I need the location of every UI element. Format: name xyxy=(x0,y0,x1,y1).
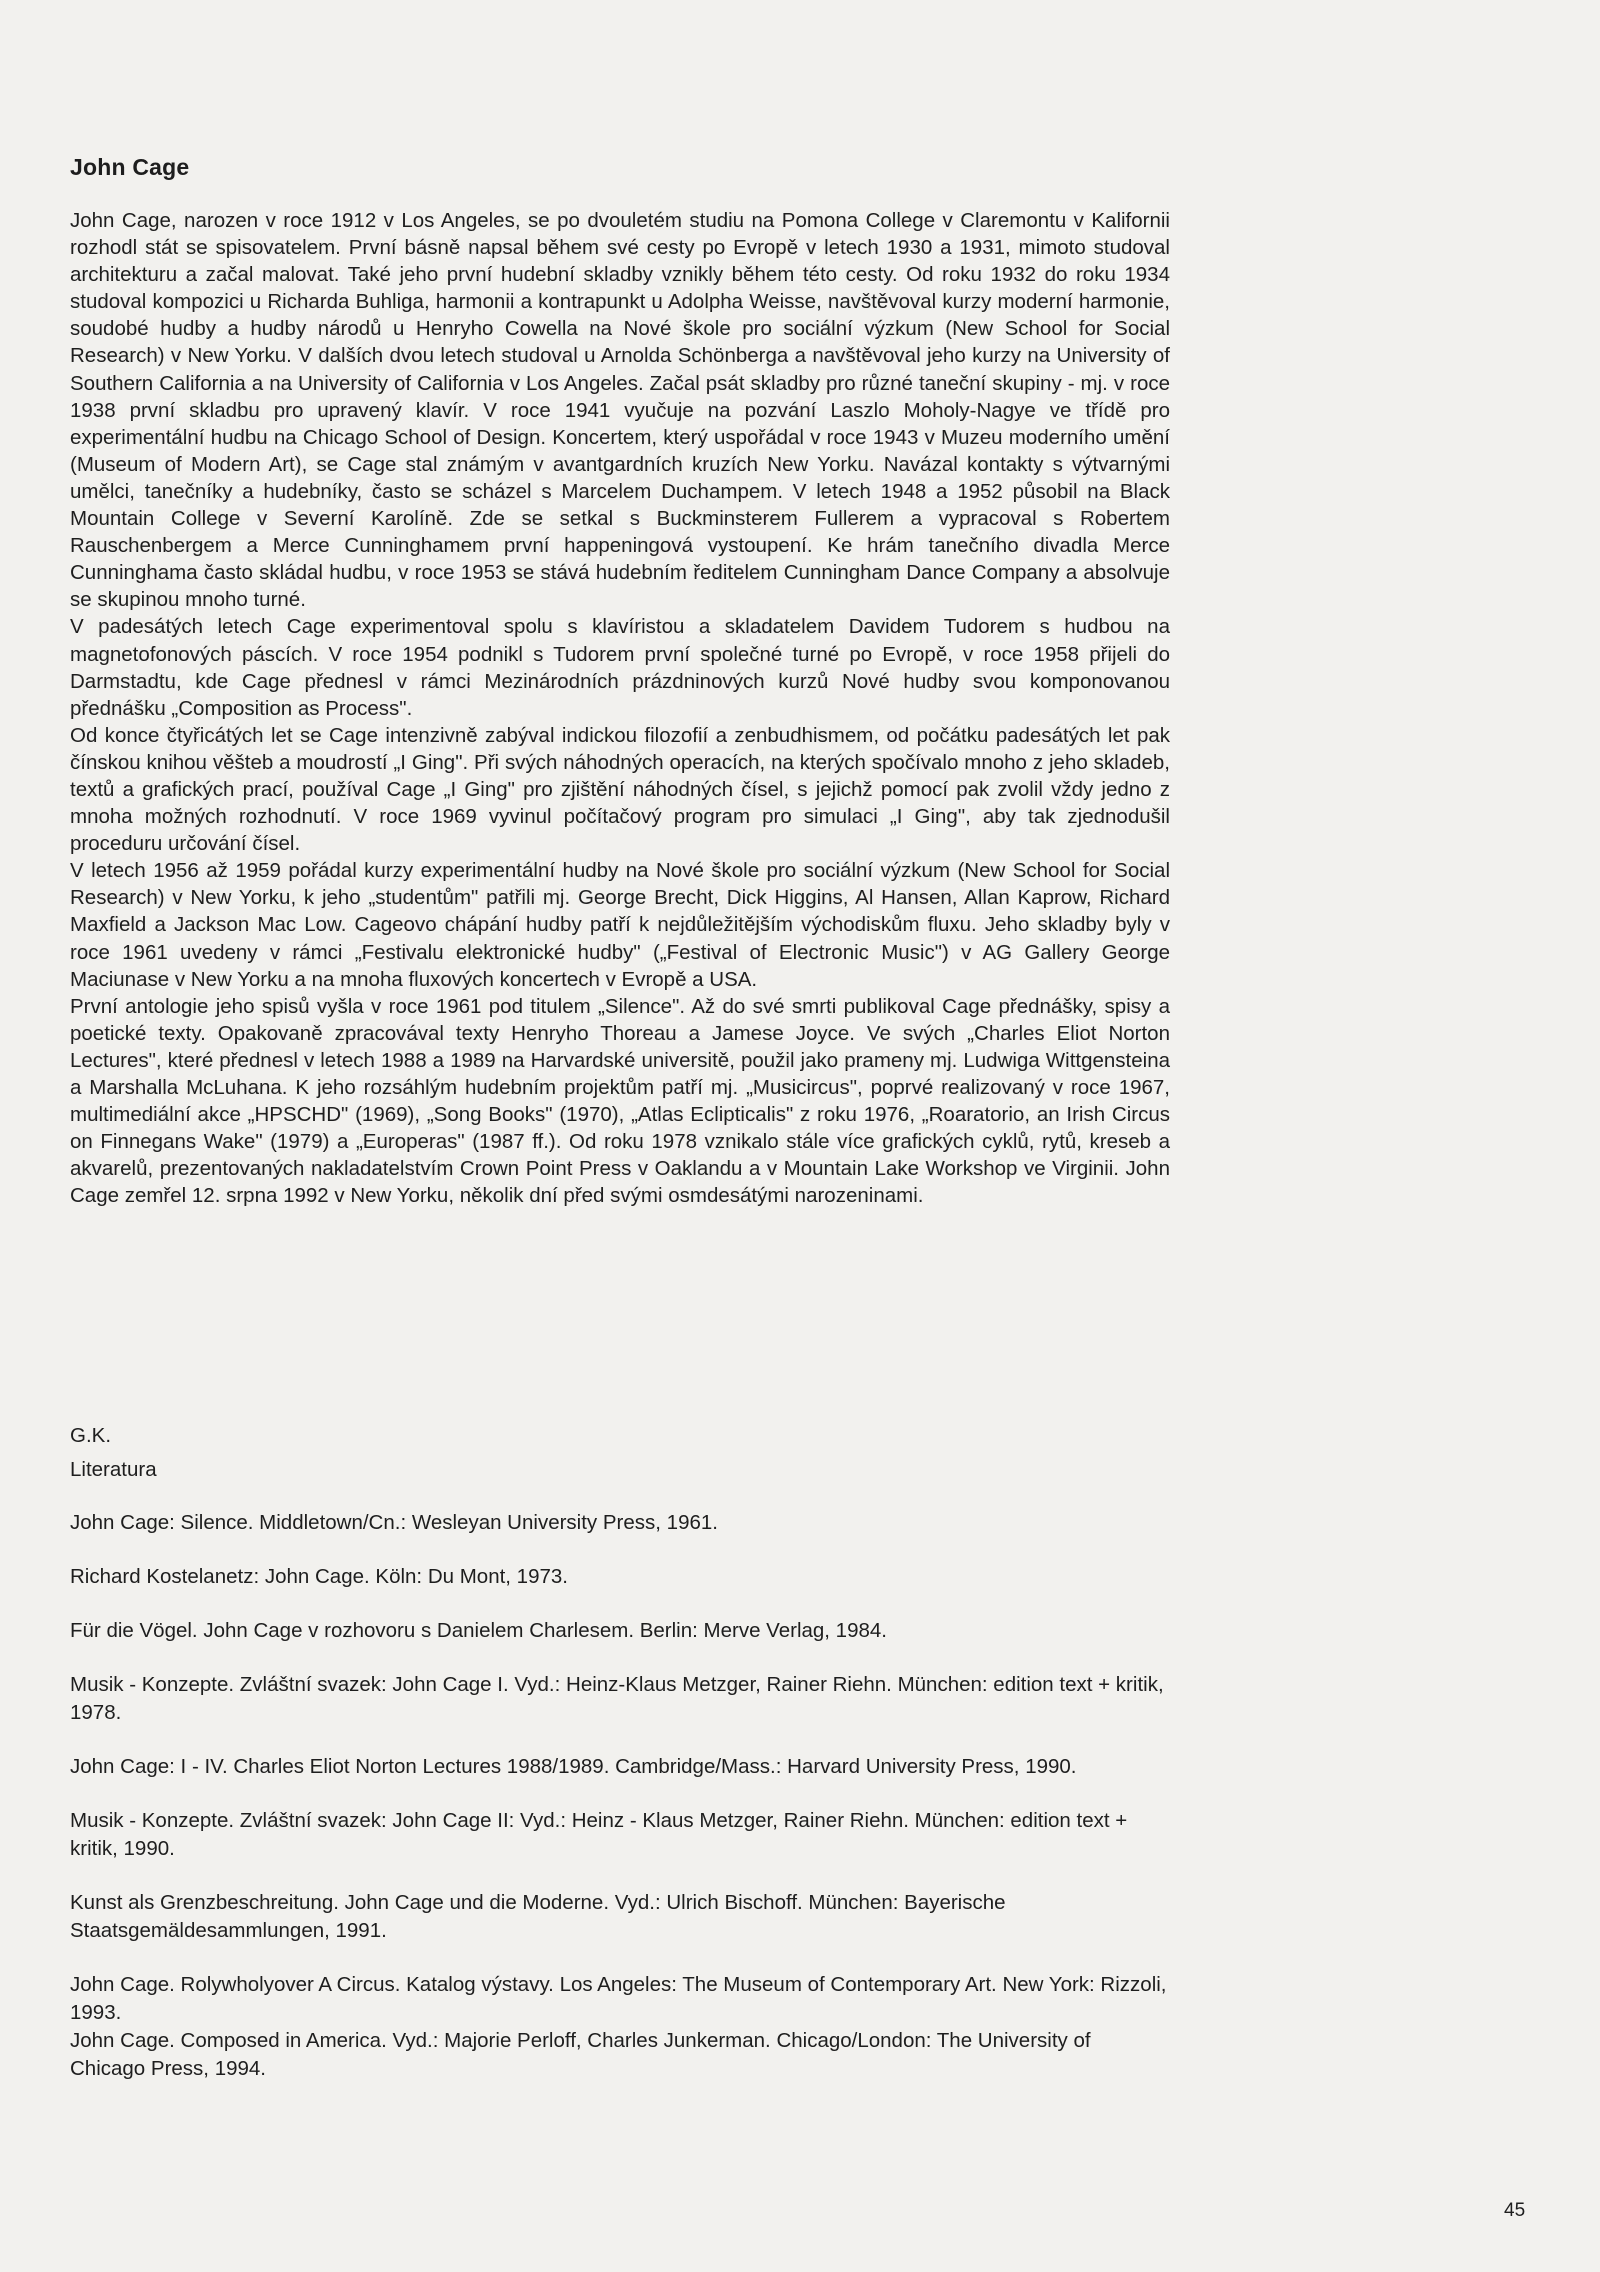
author-signature: G.K. xyxy=(70,1424,112,1447)
paragraph: John Cage, narozen v roce 1912 v Los Angeles, se po dvouletém studiu na Pomona College v Claremontu v Kalifornii rozhodl stát se spisovatelem. První básně napsal během své cesty po Evropě v letech 1930 a 1931, mimoto studoval architekturu a začal malovat. Také jeho první hudební skladby vznikly během této cesty. Od roku 1932 do roku 1934 studoval kompozici u Richarda Buhliga, harmonii a kontrapunkt u Adolpha Weisse, navštěvoval kurzy moderní harmonie, soudobé hudby a hudby národů u Henryho Cowella na Nové škole pro sociální výzkum (New School for Social Research) v New Yorku. V dalších dvou letech studoval u Arnolda Schönberga a navštěvoval jeho kurzy na University of Southern California a na University of California v Los Angeles. Začal psát skladby pro různé taneční skupiny - mj. v roce 1938 první skladbu pro upravený klavír. V roce 1941 vyučuje na pozvání Laszlo Moholy-Nagye ve třídě pro experimentální hudbu na Chicago School of Design. Koncertem, který uspořádal v roce 1943 v Muzeu moderního umění (Museum of Modern Art), se Cage stal známým v avantgardních kruzích New Yorku. Navázal kontakty s výtvarnými umělci, tanečníky a hudebníky, často se scházel s Marcelem Duchampem. V letech 1948 a 1952 působil na Black Mountain College v Severní Karolíně. Zde se setkal s Buckminsterem Fullerem a vypracoval s Robertem Rauschenbergem a Merce Cunninghamem první happeningová vystoupení. Ke hrám tanečního divadla Merce Cunninghama často skládal hudbu, v roce 1953 se stává hudebním ředitelem Cunningham Dance Company a absolvuje se skupinou mnoho turné. xyxy=(70,209,1170,612)
literature-item: John Cage: I - IV. Charles Eliot Norton Lectures 1988/1989. Cambridge/Mass.: Harvard University Press, 1990. xyxy=(70,1755,1077,1778)
literature-item: Kunst als Grenzbeschreitung. John Cage und die Moderne. Vyd.: Ulrich Bischoff. München: Bayerische Staatsgemäldesammlungen, 1991. xyxy=(70,1891,1006,1942)
paragraph: Od konce čtyřicátých let se Cage intenzivně zabýval indickou filozofií a zenbudhismem, od počátku padesátých let pak čínskou knihou věšteb a moudrostí „I Ging". Při svých náhodných operacích, na kterých spočívalo mnoho z jeho skladeb, textů a grafických prací, používal Cage „I Ging" pro zjištění náhodných čísel, s jejichž pomocí pak zvolil vždy jedno z mnoha možných rozhodnutí. V roce 1969 vyvinul počítačový program pro simulaci „I Ging", aby tak zjednodušil proceduru určování čísel. xyxy=(70,723,1170,856)
paragraph: V letech 1956 až 1959 pořádal kurzy experimentální hudby na Nové škole pro sociální výzkum (New School for Social Research) v New Yorku, k jeho „studentům" patřili mj. George Brecht, Dick Higgins, Al Hansen, Allan Kaprow, Richard Maxfield a Jackson Mac Low. Cageovo chápání hudby patří k nejdůležitějším východiskům fluxu. Jeho skladby byly v roce 1961 uvedeny v rámci „Festivalu elektronické hudby" („Festival of Electronic Music") v AG Gallery George Maciunase v New Yorku a na mnoha fluxových koncertech v Evropě a USA. xyxy=(70,859,1170,991)
literature-item: John Cage. Rolywholyover A Circus. Katalog výstavy. Los Angeles: The Museum of Contemporary Art. New York: Rizzoli, 1993. xyxy=(70,1973,1167,2024)
literature-item: Für die Vögel. John Cage v rozhovoru s Danielem Charlesem. Berlin: Merve Verlag, 1984. xyxy=(70,1619,887,1642)
literature-list xyxy=(70,1509,1170,2083)
literature-heading: Literatura xyxy=(70,1458,157,1481)
literature-item: Musik - Konzepte. Zvláštní svazek: John Cage I. Vyd.: Heinz-Klaus Metzger, Rainer Riehn. München: edition text + kritik, 1978. xyxy=(70,1673,1164,1724)
biography-text xyxy=(70,207,1170,1209)
paragraph: V padesátých letech Cage experimentoval spolu s klavíristou a skladatelem Davidem Tudorem s hudbou na magnetofonových páscích. V roce 1954 podnikl s Tudorem první společné turné po Evropě, v roce 1958 přijeli do Darmstadtu, kde Cage přednesl v rámci Mezinárodních prázdninových kurzů Nové hudby svou komponovanou přednášku „Composition as Process". xyxy=(70,615,1170,720)
page-number: 45 xyxy=(1504,2200,1526,2221)
literature-item: Richard Kostelanetz: John Cage. Köln: Du Mont, 1973. xyxy=(70,1565,568,1588)
page-title: John Cage xyxy=(70,154,190,180)
literature-item: Musik - Konzepte. Zvláštní svazek: John Cage II: Vyd.: Heinz - Klaus Metzger, Rainer Riehn. München: edition text + kritik, 1990. xyxy=(70,1809,1128,1860)
literature-item: John Cage. Composed in America. Vyd.: Majorie Perloff, Charles Junkerman. Chicago/London: The University of Chicago Press, 1994. xyxy=(70,2029,1091,2080)
paragraph: První antologie jeho spisů vyšla v roce 1961 pod titulem „Silence". Až do své smrti publikoval Cage přednášky, spisy a poetické texty. Opakovaně zpracovával texty Henryho Thoreau a Jamese Joyce. Ve svých „Charles Eliot Norton Lectures", které přednesl v letech 1988 a 1989 na Harvardské universitě, použil jako prameny mj. Ludwiga Wittgensteina a Marshalla McLuhana. K jeho rozsáhlým hudebním projektům patří mj. „Musicircus", poprvé realizovaný v roce 1967, multimediální akce „HPSCHD" (1969), „Song Books" (1970), „Atlas Eclipticalis" z roku 1976, „Roaratorio, an Irish Circus on Finnegans Wake" (1979) a „Europeras" (1987 ff.). Od roku 1978 vznikalo stále více grafických cyklů, rytů, kreseb a akvarelů, prezentovaných nakladatelstvím Crown Point Press v Oaklandu a v Mountain Lake Workshop ve Virginii. John Cage zemřel 12. srpna 1992 v New Yorku, několik dní před svými osmdesátými narozeninami. xyxy=(70,994,1170,1208)
literature-item: John Cage: Silence. Middletown/Cn.: Wesleyan University Press, 1961. xyxy=(70,1511,718,1534)
